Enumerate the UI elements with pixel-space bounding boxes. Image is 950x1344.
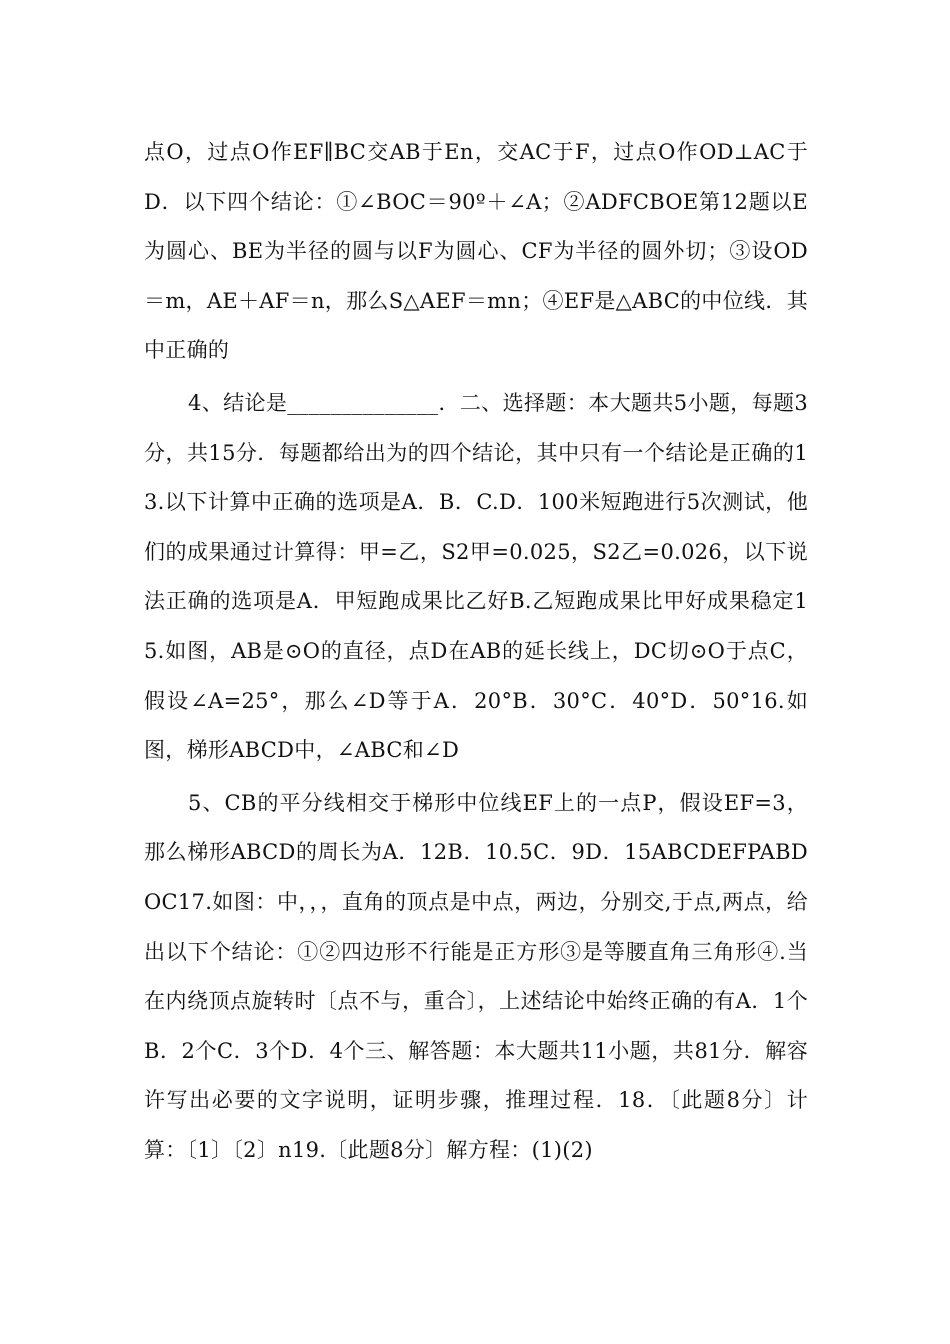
- paragraph-2: 4、结论是______________．二、选择题：本大题共5小题，每题3分，共15分．每题都给出为的四个结论，其中只有一个结论是正确的13.以下计算中正确的选项是A．B．C.D．100米短跑进行5次测试，他们的成果通过计算得：甲=乙，S2甲=0.025，S2乙=0.026，以下说法正确的选项是A．甲短跑成果比乙好B.乙短跑成果比甲好成果稳定15.如图，AB是⊙O的直径，点D在AB的延长线上，DC切⊙O于点C，假设∠A=25°，那么∠D等于A．20°B．30°C．40°D．50°16.如图，梯形ABCD中，∠ABC和∠D: [144, 390, 808, 763]
- document-body: [144, 128, 808, 1175]
- paragraph-1: 点O，过点O作EF∥BC交AB于En，交AC于F，过点O作OD⊥AC于D．以下四个结论：①∠BOC＝90º＋∠A；②ADFCBOE第12题以E为圆心、BE为半径的圆与以F为圆心、CF为半径的圆外切；③设OD＝m，AE＋AF＝n，那么S△AEF＝mn；④EF是△ABC的中位线．其中正确的: [144, 140, 808, 363]
- paragraph-3: 5、CB的平分线相交于梯形中位线EF上的一点P，假设EF=3，那么梯形ABCD的周长为A．12B．10.5C．9D．15ABCDEFPABDOC17.如图：中，，，直角的顶点是中点，两边，分别交,于点,两点，给出以下个结论：①②四边形不行能是正方形③是等腰直角三角形④.当在内绕顶点旋转时〔点不与，重合〕，上述结论中始终正确的有A．1个B．2个C．3个D．4个三、解答题：本大题共11小题，共81分．解容许写出必要的文字说明，证明步骤，推理过程．18．〔此题8分〕计算：〔1〕〔2〕n19.〔此题8分〕解方程：(1)(2): [144, 790, 808, 1162]
